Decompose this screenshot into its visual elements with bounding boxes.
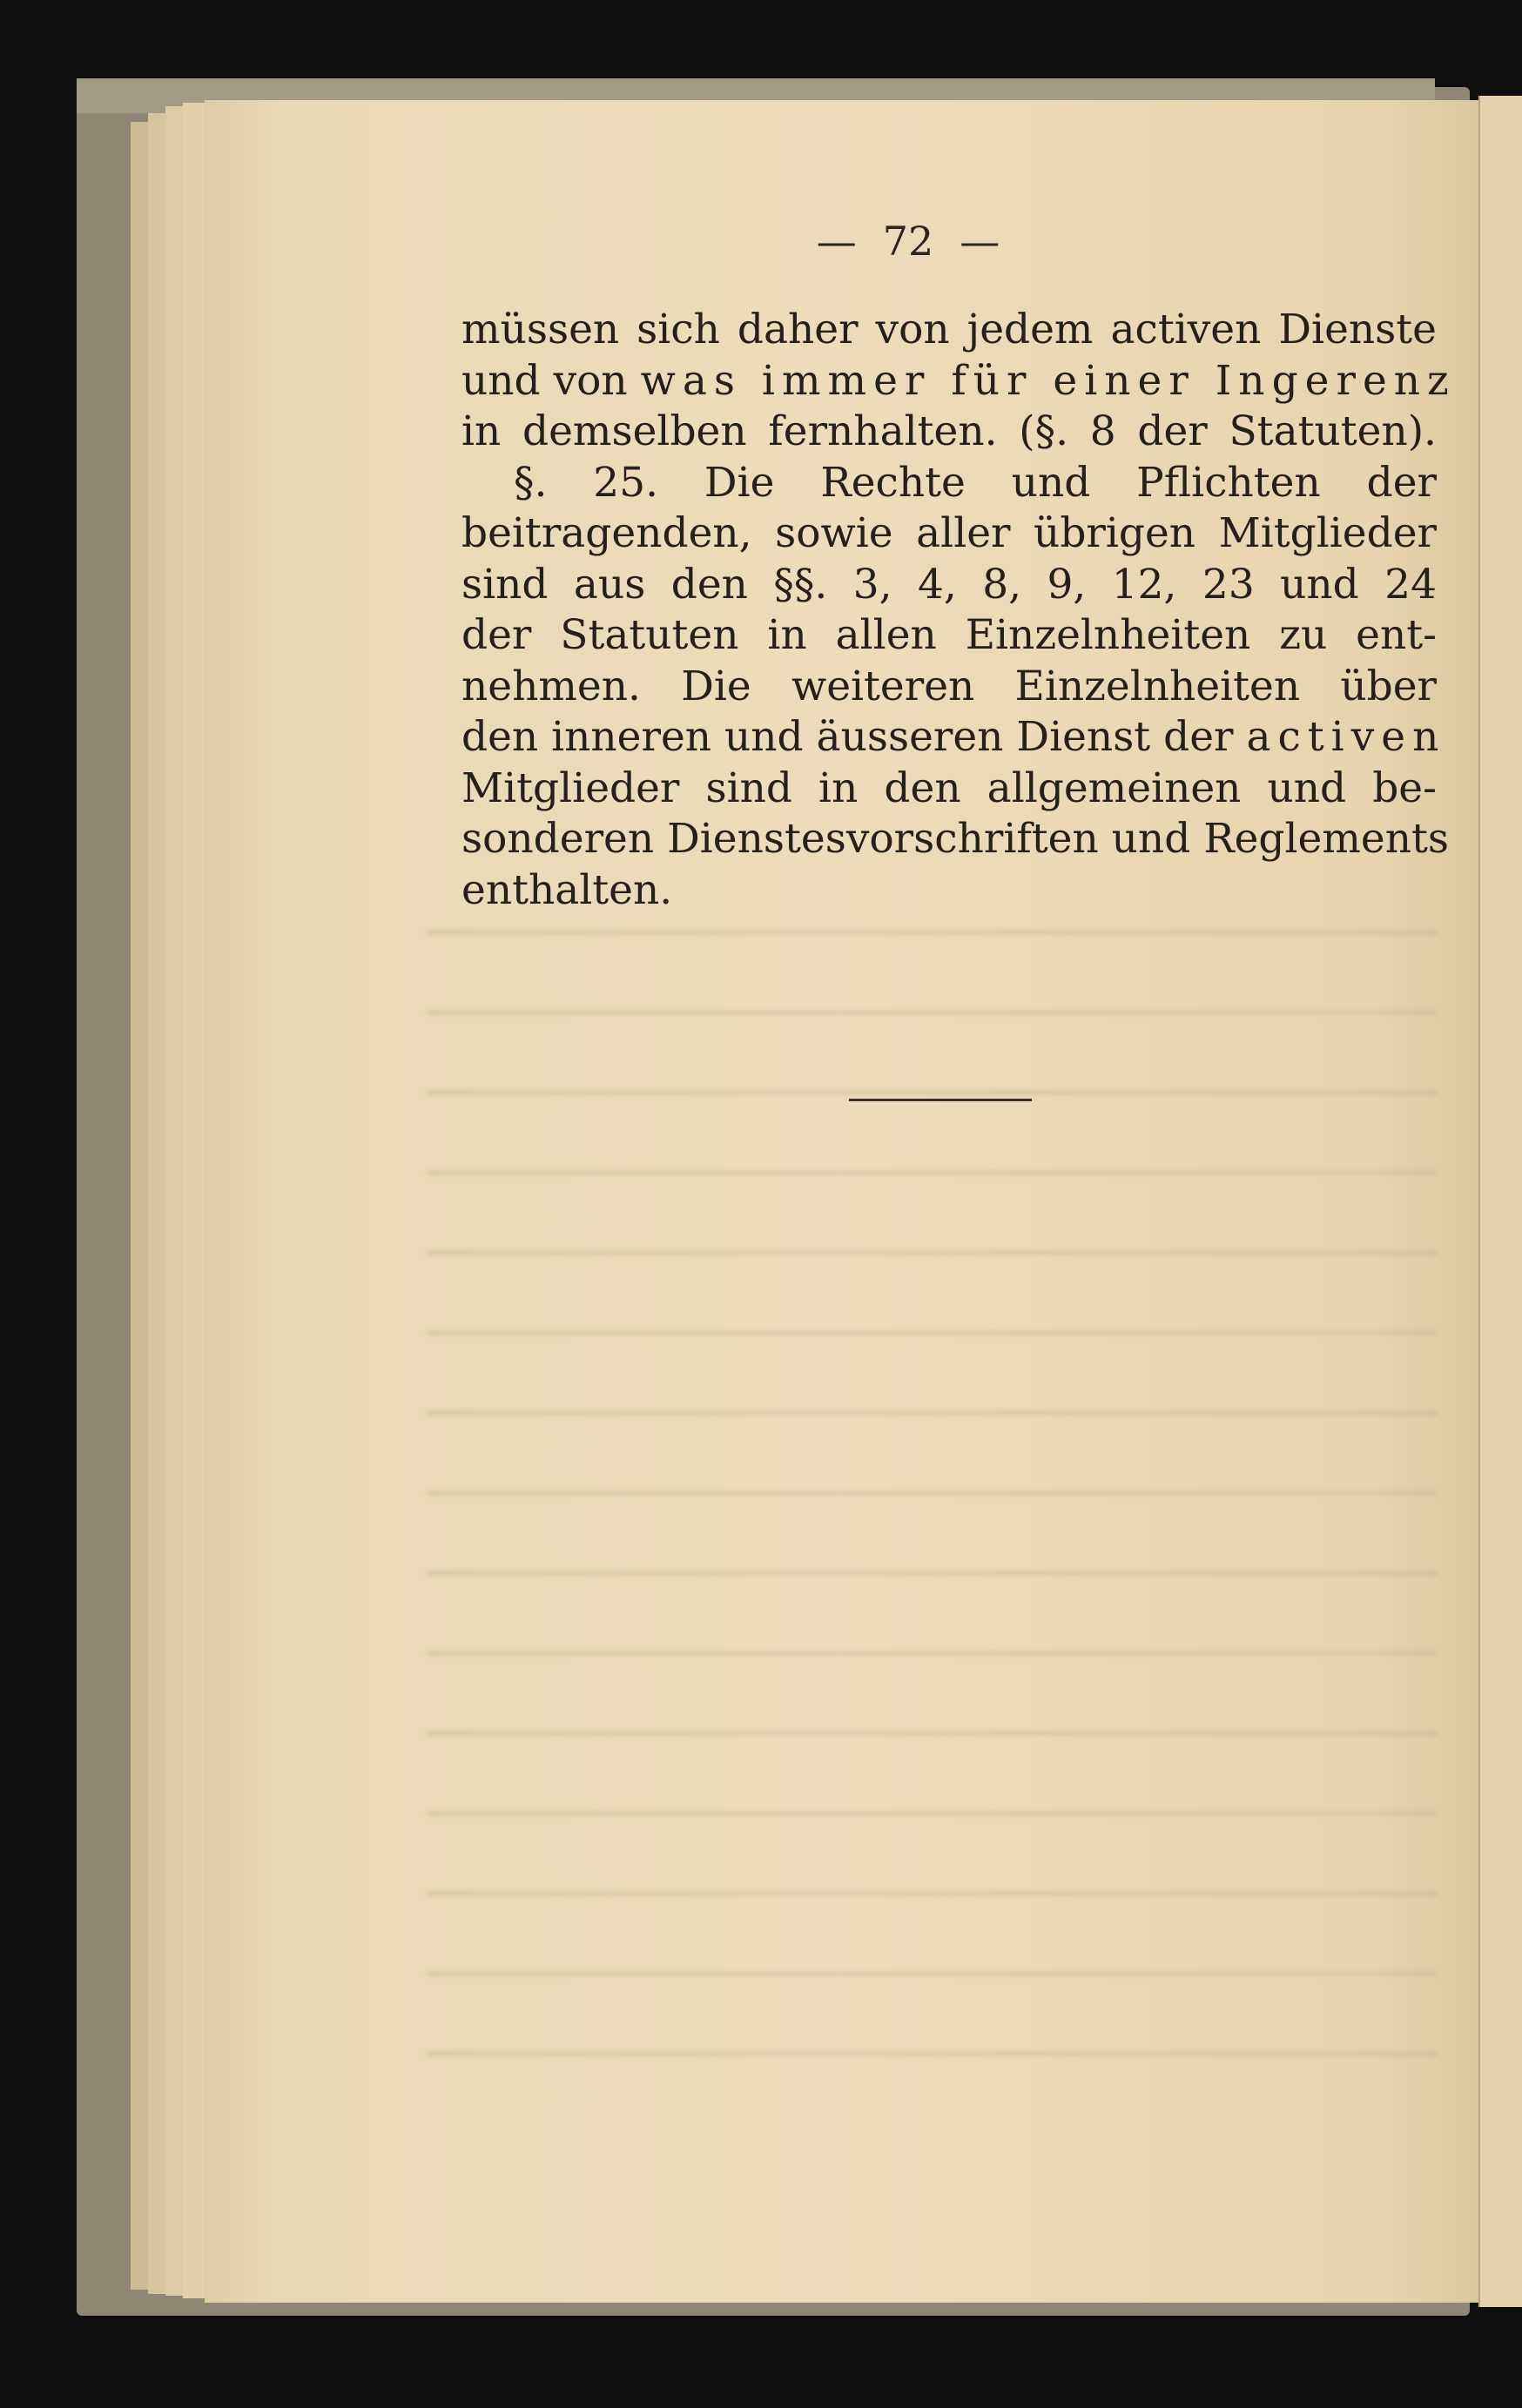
text-line: Mitglieder sind in den allgemeinen und be-: [461, 763, 1437, 812]
facing-page-edge: [1480, 96, 1522, 2307]
show-through-text: [427, 871, 1437, 2089]
page-number-dash: —: [816, 218, 857, 265]
text-line: und von was immer für einer Ingerenz: [461, 356, 1456, 405]
text-line: der Statuten in allen Einzelnheiten zu ent-: [461, 611, 1437, 659]
text-line: müssen sich daher von jedem activen Dienste: [461, 306, 1437, 353]
page-number: [0, 218, 1522, 265]
page-number-dash: —: [960, 218, 1000, 265]
body-text: [461, 305, 1456, 916]
text-line: nehmen. Die weiteren Einzelnheiten über: [461, 662, 1437, 710]
text-line: sonderen Dienstesvorschriften und Reglements: [461, 815, 1450, 863]
text-line: beitragenden, sowie aller übrigen Mitglieder: [461, 509, 1437, 557]
text-line: den inneren und äusseren Dienst der activen: [461, 713, 1446, 761]
emphasized-text: activen: [1246, 713, 1446, 761]
emphasized-text: was immer für einer Ingerenz: [640, 356, 1456, 405]
text-line: §. 25. Die Rechte und Pflichten der: [514, 458, 1437, 507]
text-line: sind aus den §§. 3, 4, 8, 9, 12, 23 und 24: [461, 560, 1437, 609]
page-number-value: 72: [882, 218, 934, 265]
section-divider-rule: [849, 1099, 1032, 1101]
text-line: enthalten.: [461, 865, 673, 914]
text-line: in demselben fernhalten. (§. 8 der Statuten).: [461, 407, 1437, 455]
